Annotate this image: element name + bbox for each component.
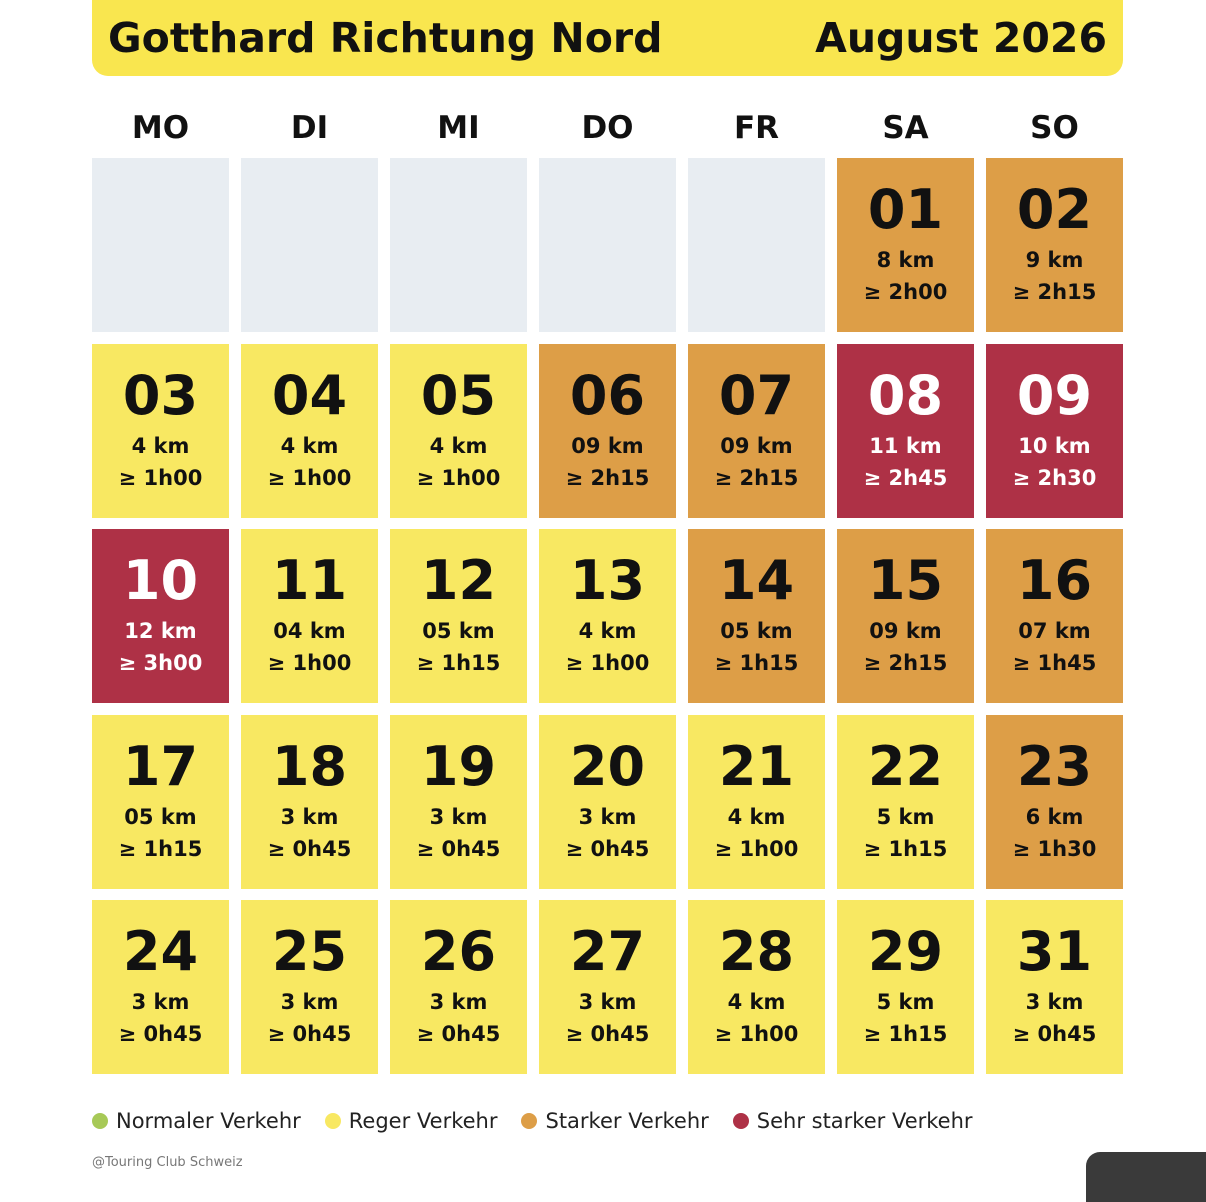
queue-length: 3 km (429, 805, 488, 829)
queue-length: 3 km (131, 990, 190, 1014)
day-cell[interactable] (241, 344, 378, 518)
wait-time: ≥ 1h15 (416, 651, 501, 675)
day-cell[interactable] (837, 344, 974, 518)
wait-time: ≥ 1h15 (714, 651, 799, 675)
weekday-label: FR (733, 110, 780, 146)
wait-time: ≥ 2h00 (863, 280, 948, 304)
legend-item (325, 1109, 498, 1133)
queue-length: 12 km (124, 619, 197, 643)
queue-length: 11 km (869, 434, 942, 458)
legend-label: Reger Verkehr (348, 1109, 498, 1133)
day-number: 28 (718, 920, 795, 983)
wait-time: ≥ 0h45 (267, 837, 352, 861)
queue-length: 3 km (578, 990, 637, 1014)
day-number: 04 (271, 364, 348, 427)
wait-time: ≥ 1h00 (416, 466, 501, 490)
day-cell[interactable] (688, 529, 825, 703)
wait-time: ≥ 2h15 (863, 651, 948, 675)
wait-time: ≥ 0h45 (1012, 1022, 1097, 1046)
weekday-label: SO (1030, 110, 1079, 146)
wait-time: ≥ 1h00 (714, 1022, 799, 1046)
day-number: 13 (569, 549, 646, 612)
queue-length: 3 km (280, 990, 339, 1014)
wait-time: ≥ 1h30 (1012, 837, 1097, 861)
wait-time: ≥ 2h30 (1012, 466, 1097, 490)
wait-time: ≥ 0h45 (118, 1022, 203, 1046)
queue-length: 4 km (578, 619, 637, 643)
day-number: 08 (867, 364, 944, 427)
wait-time: ≥ 2h45 (863, 466, 948, 490)
day-number: 16 (1016, 549, 1093, 612)
weekday-label: DI (290, 110, 329, 146)
queue-length: 09 km (720, 434, 793, 458)
day-number: 22 (867, 735, 944, 798)
day-number: 06 (569, 364, 646, 427)
day-cell[interactable] (390, 344, 527, 518)
weekday-header-row (92, 104, 1123, 152)
queue-length: 05 km (422, 619, 495, 643)
queue-length: 3 km (280, 805, 339, 829)
day-number: 11 (271, 549, 348, 612)
day-cell[interactable] (390, 715, 527, 889)
queue-length: 4 km (131, 434, 190, 458)
legend-label: Starker Verkehr (545, 1109, 709, 1133)
day-cell[interactable] (688, 715, 825, 889)
day-cell[interactable] (688, 344, 825, 518)
wait-time: ≥ 1h15 (118, 837, 203, 861)
day-cell[interactable] (241, 715, 378, 889)
day-cell[interactable] (241, 529, 378, 703)
queue-length: 09 km (869, 619, 942, 643)
queue-length: 04 km (273, 619, 346, 643)
day-number: 24 (122, 920, 199, 983)
empty-day-cell (688, 158, 825, 332)
day-number: 20 (569, 735, 646, 798)
empty-day-cell (241, 158, 378, 332)
day-cell[interactable] (837, 158, 974, 332)
queue-length: 10 km (1018, 434, 1091, 458)
day-cell[interactable] (837, 715, 974, 889)
wait-time: ≥ 1h15 (863, 837, 948, 861)
queue-length: 9 km (1025, 248, 1084, 272)
wait-time: ≥ 1h00 (267, 651, 352, 675)
day-number: 29 (867, 920, 944, 983)
day-number: 15 (867, 549, 944, 612)
day-cell[interactable] (92, 344, 229, 518)
day-number: 19 (420, 735, 497, 798)
queue-length: 5 km (876, 805, 935, 829)
queue-length: 4 km (280, 434, 339, 458)
wait-time: ≥ 1h45 (1012, 651, 1097, 675)
traffic-legend (92, 1106, 997, 1136)
day-number: 14 (718, 549, 795, 612)
queue-length: 6 km (1025, 805, 1084, 829)
queue-length: 4 km (727, 990, 786, 1014)
day-number: 26 (420, 920, 497, 983)
day-number: 01 (867, 178, 944, 241)
day-cell[interactable] (986, 344, 1123, 518)
calendar-header (92, 0, 1123, 76)
queue-length: 05 km (124, 805, 197, 829)
legend-dot-icon (325, 1113, 341, 1129)
legend-item (92, 1109, 301, 1133)
day-number: 17 (122, 735, 199, 798)
day-number: 03 (122, 364, 199, 427)
day-cell[interactable] (539, 900, 676, 1074)
day-cell[interactable] (539, 715, 676, 889)
queue-length: 3 km (578, 805, 637, 829)
queue-length: 5 km (876, 990, 935, 1014)
day-number: 25 (271, 920, 348, 983)
legend-label: Normaler Verkehr (116, 1109, 301, 1133)
day-number: 27 (569, 920, 646, 983)
weekday-label: MI (437, 110, 480, 146)
day-cell[interactable] (92, 900, 229, 1074)
queue-length: 07 km (1018, 619, 1091, 643)
wait-time: ≥ 0h45 (416, 837, 501, 861)
day-cell[interactable] (986, 529, 1123, 703)
wait-time: ≥ 2h15 (565, 466, 650, 490)
wait-time: ≥ 3h00 (118, 651, 203, 675)
day-cell[interactable] (92, 715, 229, 889)
day-cell[interactable] (539, 529, 676, 703)
legend-label: Sehr starker Verkehr (756, 1109, 973, 1133)
wait-time: ≥ 1h00 (118, 466, 203, 490)
page-title: Gotthard Richtung Nord (108, 14, 663, 62)
legend-dot-icon (92, 1113, 108, 1129)
empty-day-cell (539, 158, 676, 332)
day-number: 10 (122, 549, 199, 612)
day-cell[interactable] (986, 158, 1123, 332)
day-number: 12 (420, 549, 497, 612)
wait-time: ≥ 2h15 (1012, 280, 1097, 304)
day-cell[interactable] (539, 344, 676, 518)
legend-dot-icon (733, 1113, 749, 1129)
day-cell[interactable] (241, 900, 378, 1074)
day-cell[interactable] (837, 529, 974, 703)
wait-time: ≥ 0h45 (565, 1022, 650, 1046)
wait-time: ≥ 0h45 (416, 1022, 501, 1046)
queue-length: 4 km (429, 434, 488, 458)
calendar-grid (92, 158, 1123, 1074)
empty-day-cell (92, 158, 229, 332)
day-number: 21 (718, 735, 795, 798)
wait-time: ≥ 1h00 (267, 466, 352, 490)
legend-dot-icon (521, 1113, 537, 1129)
day-cell[interactable] (688, 900, 825, 1074)
day-number: 02 (1016, 178, 1093, 241)
queue-length: 4 km (727, 805, 786, 829)
credit-text: @Touring Club Schweiz (92, 1155, 243, 1170)
weekday-label: MO (131, 110, 190, 146)
queue-length: 3 km (429, 990, 488, 1014)
weekday-label: SA (882, 110, 929, 146)
empty-day-cell (390, 158, 527, 332)
legend-item (521, 1109, 708, 1133)
wait-time: ≥ 1h15 (863, 1022, 948, 1046)
day-cell[interactable] (390, 900, 527, 1074)
day-number: 18 (271, 735, 348, 798)
day-number: 09 (1016, 364, 1093, 427)
day-number: 23 (1016, 735, 1093, 798)
day-number: 31 (1016, 920, 1093, 983)
wait-time: ≥ 2h15 (714, 466, 799, 490)
queue-length: 8 km (876, 248, 935, 272)
corner-tab[interactable] (1086, 1152, 1206, 1202)
month-label: August 2026 (815, 14, 1107, 62)
wait-time: ≥ 1h00 (565, 651, 650, 675)
queue-length: 09 km (571, 434, 644, 458)
day-cell[interactable] (92, 529, 229, 703)
wait-time: ≥ 0h45 (565, 837, 650, 861)
day-cell[interactable] (986, 900, 1123, 1074)
day-cell[interactable] (390, 529, 527, 703)
day-cell[interactable] (986, 715, 1123, 889)
legend-item (733, 1109, 973, 1133)
day-number: 05 (420, 364, 497, 427)
weekday-label: DO (581, 110, 634, 146)
wait-time: ≥ 0h45 (267, 1022, 352, 1046)
queue-length: 3 km (1025, 990, 1084, 1014)
day-cell[interactable] (837, 900, 974, 1074)
day-number: 07 (718, 364, 795, 427)
queue-length: 05 km (720, 619, 793, 643)
wait-time: ≥ 1h00 (714, 837, 799, 861)
